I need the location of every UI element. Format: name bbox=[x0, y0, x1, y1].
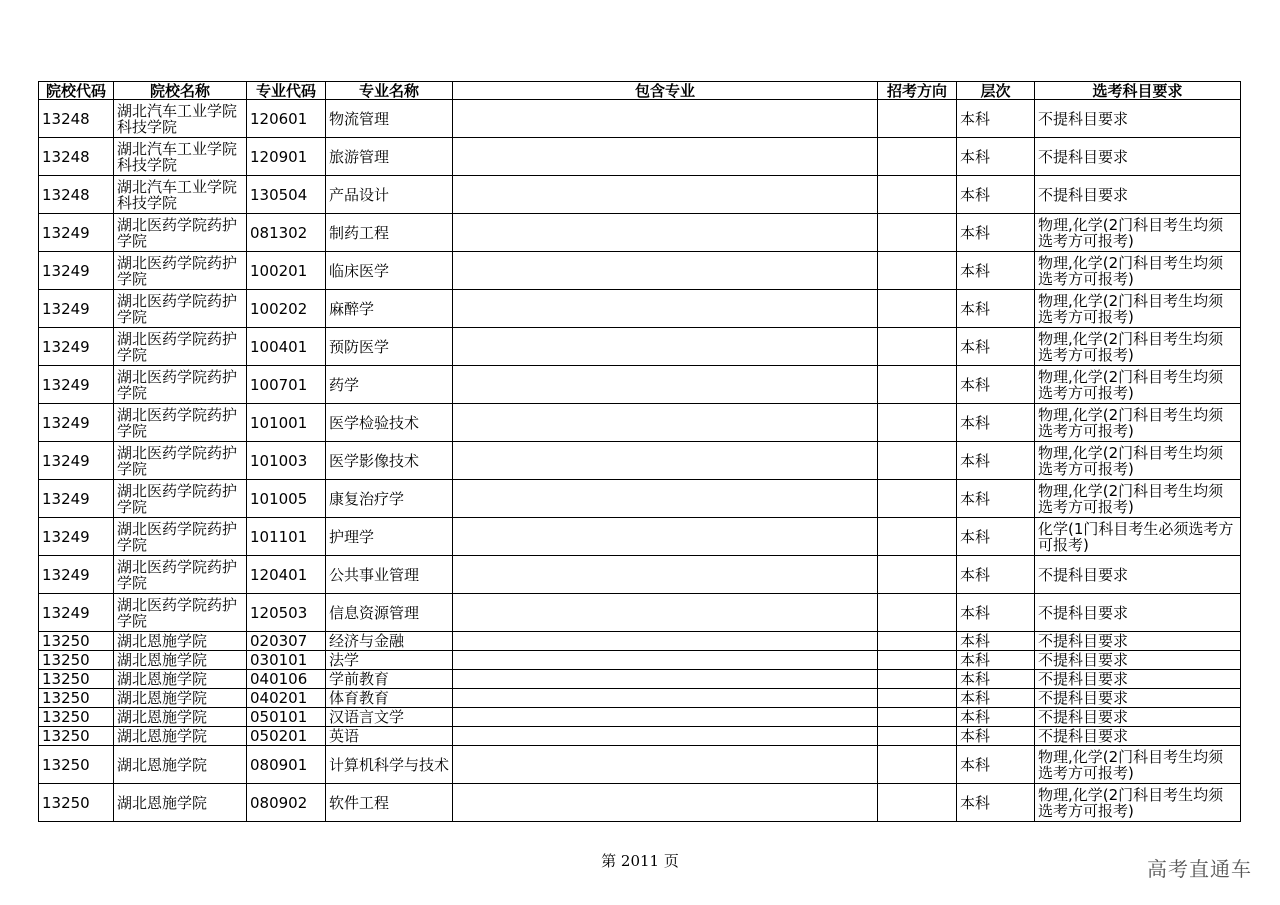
school-code-cell: 13248 bbox=[39, 100, 114, 138]
major-name-cell: 公共事业管理 bbox=[326, 556, 453, 594]
school-name-cell: 湖北医药学院药护学院 bbox=[114, 290, 247, 328]
major-code-cell: 040201 bbox=[247, 689, 326, 708]
table-row bbox=[39, 442, 1241, 480]
major-name-cell: 汉语言文学 bbox=[326, 708, 453, 727]
table-row bbox=[39, 328, 1241, 366]
direction-cell bbox=[878, 784, 957, 822]
level-cell: 本科 bbox=[957, 480, 1035, 518]
included-majors-cell bbox=[453, 328, 878, 366]
included-majors-cell bbox=[453, 632, 878, 651]
major-name-cell: 康复治疗学 bbox=[326, 480, 453, 518]
header-included-majors: 包含专业 bbox=[453, 82, 878, 100]
major-code-cell: 101005 bbox=[247, 480, 326, 518]
included-majors-cell bbox=[453, 727, 878, 746]
included-majors-cell bbox=[453, 138, 878, 176]
direction-cell bbox=[878, 632, 957, 651]
included-majors-cell bbox=[453, 214, 878, 252]
major-code-cell: 120401 bbox=[247, 556, 326, 594]
subject-requirement-cell: 物理,化学(2门科目考生均须选考方可报考) bbox=[1035, 214, 1241, 252]
subject-requirement-cell: 不提科目要求 bbox=[1035, 689, 1241, 708]
included-majors-cell bbox=[453, 290, 878, 328]
school-code-cell: 13250 bbox=[39, 746, 114, 784]
table-row bbox=[39, 176, 1241, 214]
major-name-cell: 法学 bbox=[326, 651, 453, 670]
level-cell: 本科 bbox=[957, 632, 1035, 651]
school-code-cell: 13249 bbox=[39, 290, 114, 328]
major-name-cell: 英语 bbox=[326, 727, 453, 746]
subject-requirement-cell: 不提科目要求 bbox=[1035, 594, 1241, 632]
major-code-cell: 100401 bbox=[247, 328, 326, 366]
school-code-cell: 13248 bbox=[39, 176, 114, 214]
major-name-cell: 临床医学 bbox=[326, 252, 453, 290]
table-body bbox=[39, 100, 1241, 822]
school-code-cell: 13250 bbox=[39, 632, 114, 651]
major-code-cell: 100701 bbox=[247, 366, 326, 404]
level-cell: 本科 bbox=[957, 784, 1035, 822]
school-name-cell: 湖北医药学院药护学院 bbox=[114, 252, 247, 290]
major-code-cell: 020307 bbox=[247, 632, 326, 651]
major-code-cell: 101003 bbox=[247, 442, 326, 480]
level-cell: 本科 bbox=[957, 594, 1035, 632]
included-majors-cell bbox=[453, 480, 878, 518]
direction-cell bbox=[878, 480, 957, 518]
school-code-cell: 13250 bbox=[39, 727, 114, 746]
page-number: 第 2011 页 bbox=[601, 852, 679, 870]
header-level: 层次 bbox=[957, 82, 1035, 100]
major-name-cell: 制药工程 bbox=[326, 214, 453, 252]
major-code-cell: 080901 bbox=[247, 746, 326, 784]
major-name-cell: 学前教育 bbox=[326, 670, 453, 689]
school-name-cell: 湖北医药学院药护学院 bbox=[114, 518, 247, 556]
included-majors-cell bbox=[453, 518, 878, 556]
level-cell: 本科 bbox=[957, 670, 1035, 689]
subject-requirement-cell: 不提科目要求 bbox=[1035, 138, 1241, 176]
direction-cell bbox=[878, 214, 957, 252]
table-row bbox=[39, 518, 1241, 556]
major-code-cell: 050201 bbox=[247, 727, 326, 746]
major-name-cell: 体育教育 bbox=[326, 689, 453, 708]
major-name-cell: 麻醉学 bbox=[326, 290, 453, 328]
table-row bbox=[39, 100, 1241, 138]
table-row bbox=[39, 632, 1241, 651]
major-code-cell: 080902 bbox=[247, 784, 326, 822]
included-majors-cell bbox=[453, 670, 878, 689]
table-row bbox=[39, 784, 1241, 822]
table-row bbox=[39, 366, 1241, 404]
school-name-cell: 湖北医药学院药护学院 bbox=[114, 480, 247, 518]
table-row bbox=[39, 138, 1241, 176]
school-name-cell: 湖北恩施学院 bbox=[114, 632, 247, 651]
subject-requirement-cell: 物理,化学(2门科目考生均须选考方可报考) bbox=[1035, 252, 1241, 290]
school-name-cell: 湖北医药学院药护学院 bbox=[114, 404, 247, 442]
school-code-cell: 13248 bbox=[39, 138, 114, 176]
school-code-cell: 13250 bbox=[39, 708, 114, 727]
major-code-cell: 130504 bbox=[247, 176, 326, 214]
level-cell: 本科 bbox=[957, 651, 1035, 670]
table-row bbox=[39, 480, 1241, 518]
included-majors-cell bbox=[453, 556, 878, 594]
subject-requirement-cell: 物理,化学(2门科目考生均须选考方可报考) bbox=[1035, 366, 1241, 404]
direction-cell bbox=[878, 594, 957, 632]
direction-cell bbox=[878, 404, 957, 442]
major-code-cell: 100201 bbox=[247, 252, 326, 290]
school-name-cell: 湖北医药学院药护学院 bbox=[114, 594, 247, 632]
school-name-cell: 湖北恩施学院 bbox=[114, 651, 247, 670]
direction-cell bbox=[878, 328, 957, 366]
direction-cell bbox=[878, 176, 957, 214]
table-row bbox=[39, 404, 1241, 442]
table-row bbox=[39, 290, 1241, 328]
included-majors-cell bbox=[453, 404, 878, 442]
level-cell: 本科 bbox=[957, 328, 1035, 366]
level-cell: 本科 bbox=[957, 176, 1035, 214]
school-code-cell: 13250 bbox=[39, 670, 114, 689]
direction-cell bbox=[878, 290, 957, 328]
school-code-cell: 13249 bbox=[39, 252, 114, 290]
major-name-cell: 预防医学 bbox=[326, 328, 453, 366]
school-code-cell: 13249 bbox=[39, 328, 114, 366]
major-name-cell: 软件工程 bbox=[326, 784, 453, 822]
major-name-cell: 物流管理 bbox=[326, 100, 453, 138]
major-code-cell: 101001 bbox=[247, 404, 326, 442]
school-name-cell: 湖北医药学院药护学院 bbox=[114, 214, 247, 252]
school-code-cell: 13249 bbox=[39, 518, 114, 556]
subject-requirement-cell: 物理,化学(2门科目考生均须选考方可报考) bbox=[1035, 480, 1241, 518]
table-row bbox=[39, 670, 1241, 689]
level-cell: 本科 bbox=[957, 746, 1035, 784]
school-name-cell: 湖北汽车工业学院科技学院 bbox=[114, 100, 247, 138]
major-code-cell: 100202 bbox=[247, 290, 326, 328]
subject-requirement-cell: 不提科目要求 bbox=[1035, 670, 1241, 689]
included-majors-cell bbox=[453, 366, 878, 404]
school-code-cell: 13249 bbox=[39, 404, 114, 442]
school-name-cell: 湖北医药学院药护学院 bbox=[114, 442, 247, 480]
major-code-cell: 081302 bbox=[247, 214, 326, 252]
major-code-cell: 040106 bbox=[247, 670, 326, 689]
subject-requirement-cell: 物理,化学(2门科目考生均须选考方可报考) bbox=[1035, 404, 1241, 442]
table-row bbox=[39, 252, 1241, 290]
direction-cell bbox=[878, 442, 957, 480]
table-row bbox=[39, 689, 1241, 708]
major-name-cell: 医学影像技术 bbox=[326, 442, 453, 480]
major-code-cell: 120601 bbox=[247, 100, 326, 138]
included-majors-cell bbox=[453, 708, 878, 727]
direction-cell bbox=[878, 708, 957, 727]
level-cell: 本科 bbox=[957, 100, 1035, 138]
direction-cell bbox=[878, 366, 957, 404]
header-major-code: 专业代码 bbox=[247, 82, 326, 100]
subject-requirement-cell: 不提科目要求 bbox=[1035, 708, 1241, 727]
table-row bbox=[39, 746, 1241, 784]
included-majors-cell bbox=[453, 100, 878, 138]
table-row bbox=[39, 708, 1241, 727]
subject-requirement-cell: 不提科目要求 bbox=[1035, 651, 1241, 670]
table-row bbox=[39, 594, 1241, 632]
school-name-cell: 湖北恩施学院 bbox=[114, 708, 247, 727]
included-majors-cell bbox=[453, 252, 878, 290]
subject-requirement-cell: 物理,化学(2门科目考生均须选考方可报考) bbox=[1035, 290, 1241, 328]
direction-cell bbox=[878, 689, 957, 708]
subject-requirement-cell: 不提科目要求 bbox=[1035, 176, 1241, 214]
school-name-cell: 湖北汽车工业学院科技学院 bbox=[114, 176, 247, 214]
school-name-cell: 湖北恩施学院 bbox=[114, 746, 247, 784]
major-code-cell: 120503 bbox=[247, 594, 326, 632]
included-majors-cell bbox=[453, 442, 878, 480]
major-name-cell: 旅游管理 bbox=[326, 138, 453, 176]
major-code-cell: 030101 bbox=[247, 651, 326, 670]
table-row bbox=[39, 727, 1241, 746]
subject-requirement-cell: 不提科目要求 bbox=[1035, 727, 1241, 746]
table-row bbox=[39, 556, 1241, 594]
major-name-cell: 信息资源管理 bbox=[326, 594, 453, 632]
major-name-cell: 护理学 bbox=[326, 518, 453, 556]
header-row bbox=[39, 82, 1241, 100]
admissions-table bbox=[38, 81, 1241, 822]
school-name-cell: 湖北汽车工业学院科技学院 bbox=[114, 138, 247, 176]
school-name-cell: 湖北恩施学院 bbox=[114, 689, 247, 708]
level-cell: 本科 bbox=[957, 252, 1035, 290]
school-code-cell: 13250 bbox=[39, 784, 114, 822]
school-code-cell: 13249 bbox=[39, 214, 114, 252]
level-cell: 本科 bbox=[957, 404, 1035, 442]
level-cell: 本科 bbox=[957, 518, 1035, 556]
included-majors-cell bbox=[453, 746, 878, 784]
included-majors-cell bbox=[453, 689, 878, 708]
level-cell: 本科 bbox=[957, 689, 1035, 708]
subject-requirement-cell: 物理,化学(2门科目考生均须选考方可报考) bbox=[1035, 746, 1241, 784]
subject-requirement-cell: 物理,化学(2门科目考生均须选考方可报考) bbox=[1035, 442, 1241, 480]
included-majors-cell bbox=[453, 176, 878, 214]
direction-cell bbox=[878, 670, 957, 689]
major-name-cell: 医学检验技术 bbox=[326, 404, 453, 442]
school-name-cell: 湖北医药学院药护学院 bbox=[114, 366, 247, 404]
school-code-cell: 13250 bbox=[39, 651, 114, 670]
direction-cell bbox=[878, 100, 957, 138]
included-majors-cell bbox=[453, 594, 878, 632]
included-majors-cell bbox=[453, 784, 878, 822]
subject-requirement-cell: 不提科目要求 bbox=[1035, 632, 1241, 651]
subject-requirement-cell: 物理,化学(2门科目考生均须选考方可报考) bbox=[1035, 784, 1241, 822]
school-name-cell: 湖北医药学院药护学院 bbox=[114, 556, 247, 594]
level-cell: 本科 bbox=[957, 442, 1035, 480]
direction-cell bbox=[878, 746, 957, 784]
school-code-cell: 13249 bbox=[39, 594, 114, 632]
level-cell: 本科 bbox=[957, 290, 1035, 328]
school-code-cell: 13249 bbox=[39, 480, 114, 518]
header-direction: 招考方向 bbox=[878, 82, 957, 100]
school-name-cell: 湖北恩施学院 bbox=[114, 784, 247, 822]
major-name-cell: 计算机科学与技术 bbox=[326, 746, 453, 784]
header-major-name: 专业名称 bbox=[326, 82, 453, 100]
major-name-cell: 产品设计 bbox=[326, 176, 453, 214]
direction-cell bbox=[878, 727, 957, 746]
major-code-cell: 101101 bbox=[247, 518, 326, 556]
school-name-cell: 湖北恩施学院 bbox=[114, 727, 247, 746]
subject-requirement-cell: 不提科目要求 bbox=[1035, 100, 1241, 138]
direction-cell bbox=[878, 556, 957, 594]
subject-requirement-cell: 物理,化学(2门科目考生均须选考方可报考) bbox=[1035, 328, 1241, 366]
major-code-cell: 120901 bbox=[247, 138, 326, 176]
direction-cell bbox=[878, 252, 957, 290]
school-name-cell: 湖北医药学院药护学院 bbox=[114, 328, 247, 366]
school-code-cell: 13249 bbox=[39, 366, 114, 404]
table-row bbox=[39, 651, 1241, 670]
level-cell: 本科 bbox=[957, 138, 1035, 176]
major-code-cell: 050101 bbox=[247, 708, 326, 727]
level-cell: 本科 bbox=[957, 366, 1035, 404]
school-name-cell: 湖北恩施学院 bbox=[114, 670, 247, 689]
subject-requirement-cell: 化学(1门科目考生必须选考方可报考) bbox=[1035, 518, 1241, 556]
school-code-cell: 13249 bbox=[39, 442, 114, 480]
subject-requirement-cell: 不提科目要求 bbox=[1035, 556, 1241, 594]
direction-cell bbox=[878, 651, 957, 670]
header-school-code: 院校代码 bbox=[39, 82, 114, 100]
included-majors-cell bbox=[453, 651, 878, 670]
major-name-cell: 药学 bbox=[326, 366, 453, 404]
watermark: 高考直通车 bbox=[1147, 857, 1252, 881]
table-row bbox=[39, 214, 1241, 252]
level-cell: 本科 bbox=[957, 727, 1035, 746]
major-name-cell: 经济与金融 bbox=[326, 632, 453, 651]
level-cell: 本科 bbox=[957, 556, 1035, 594]
direction-cell bbox=[878, 138, 957, 176]
header-school-name: 院校名称 bbox=[114, 82, 247, 100]
header-subject-requirement: 选考科目要求 bbox=[1035, 82, 1241, 100]
school-code-cell: 13250 bbox=[39, 689, 114, 708]
level-cell: 本科 bbox=[957, 214, 1035, 252]
direction-cell bbox=[878, 518, 957, 556]
level-cell: 本科 bbox=[957, 708, 1035, 727]
school-code-cell: 13249 bbox=[39, 556, 114, 594]
